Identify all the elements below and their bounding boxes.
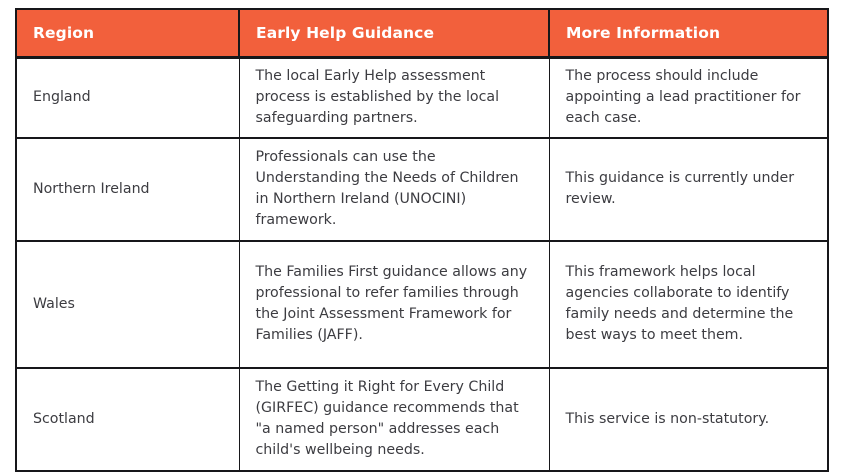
guidance-text: The local Early Help assessment process is established by the local safeguarding partners. bbox=[255, 68, 500, 127]
cell-more-information bbox=[549, 58, 828, 138]
table-header bbox=[16, 9, 828, 58]
guidance-text: The Families First guidance allows any professional to refer families through the Joint Assessment Framework for Families (JAFF). bbox=[255, 264, 528, 343]
info-text: This framework helps local agencies collaborate to identify family needs and determine the best ways to meet them. bbox=[565, 264, 794, 343]
cell-early-help-guidance bbox=[239, 241, 549, 368]
info-text: This guidance is currently under review. bbox=[565, 170, 795, 207]
region-label: Northern Ireland bbox=[33, 180, 150, 197]
early-help-guidance-table bbox=[15, 8, 829, 472]
cell-early-help-guidance bbox=[239, 138, 549, 241]
info-text: The process should include appointing a lead practitioner for each case. bbox=[565, 68, 801, 127]
info-text: This service is non-statutory. bbox=[565, 410, 770, 427]
cell-region bbox=[16, 138, 239, 241]
guidance-text: The Getting it Right for Every Child (GIRFEC) guidance recommends that "a named person" addresses each child's wellbeing needs. bbox=[255, 379, 519, 458]
cell-more-information bbox=[549, 138, 828, 241]
cell-early-help-guidance bbox=[239, 58, 549, 138]
column-header-more-information: More Information bbox=[549, 9, 828, 58]
table-body bbox=[16, 58, 828, 471]
region-label: Wales bbox=[33, 295, 75, 312]
region-label: Scotland bbox=[33, 410, 95, 427]
column-header-early-help-guidance: Early Help Guidance bbox=[239, 9, 549, 58]
region-label: England bbox=[33, 89, 91, 106]
table-row bbox=[16, 58, 828, 138]
cell-region bbox=[16, 58, 239, 138]
cell-region bbox=[16, 368, 239, 471]
cell-early-help-guidance bbox=[239, 368, 549, 471]
table-row bbox=[16, 138, 828, 241]
cell-more-information bbox=[549, 368, 828, 471]
table-row bbox=[16, 241, 828, 368]
table-container bbox=[15, 8, 827, 468]
cell-region bbox=[16, 241, 239, 368]
cell-more-information bbox=[549, 241, 828, 368]
table-row bbox=[16, 368, 828, 471]
table-header-row bbox=[16, 9, 828, 58]
guidance-text: Professionals can use the Understanding the Needs of Children in Northern Ireland (UNOCINI) framework. bbox=[255, 149, 519, 228]
column-header-region: Region bbox=[16, 9, 239, 58]
